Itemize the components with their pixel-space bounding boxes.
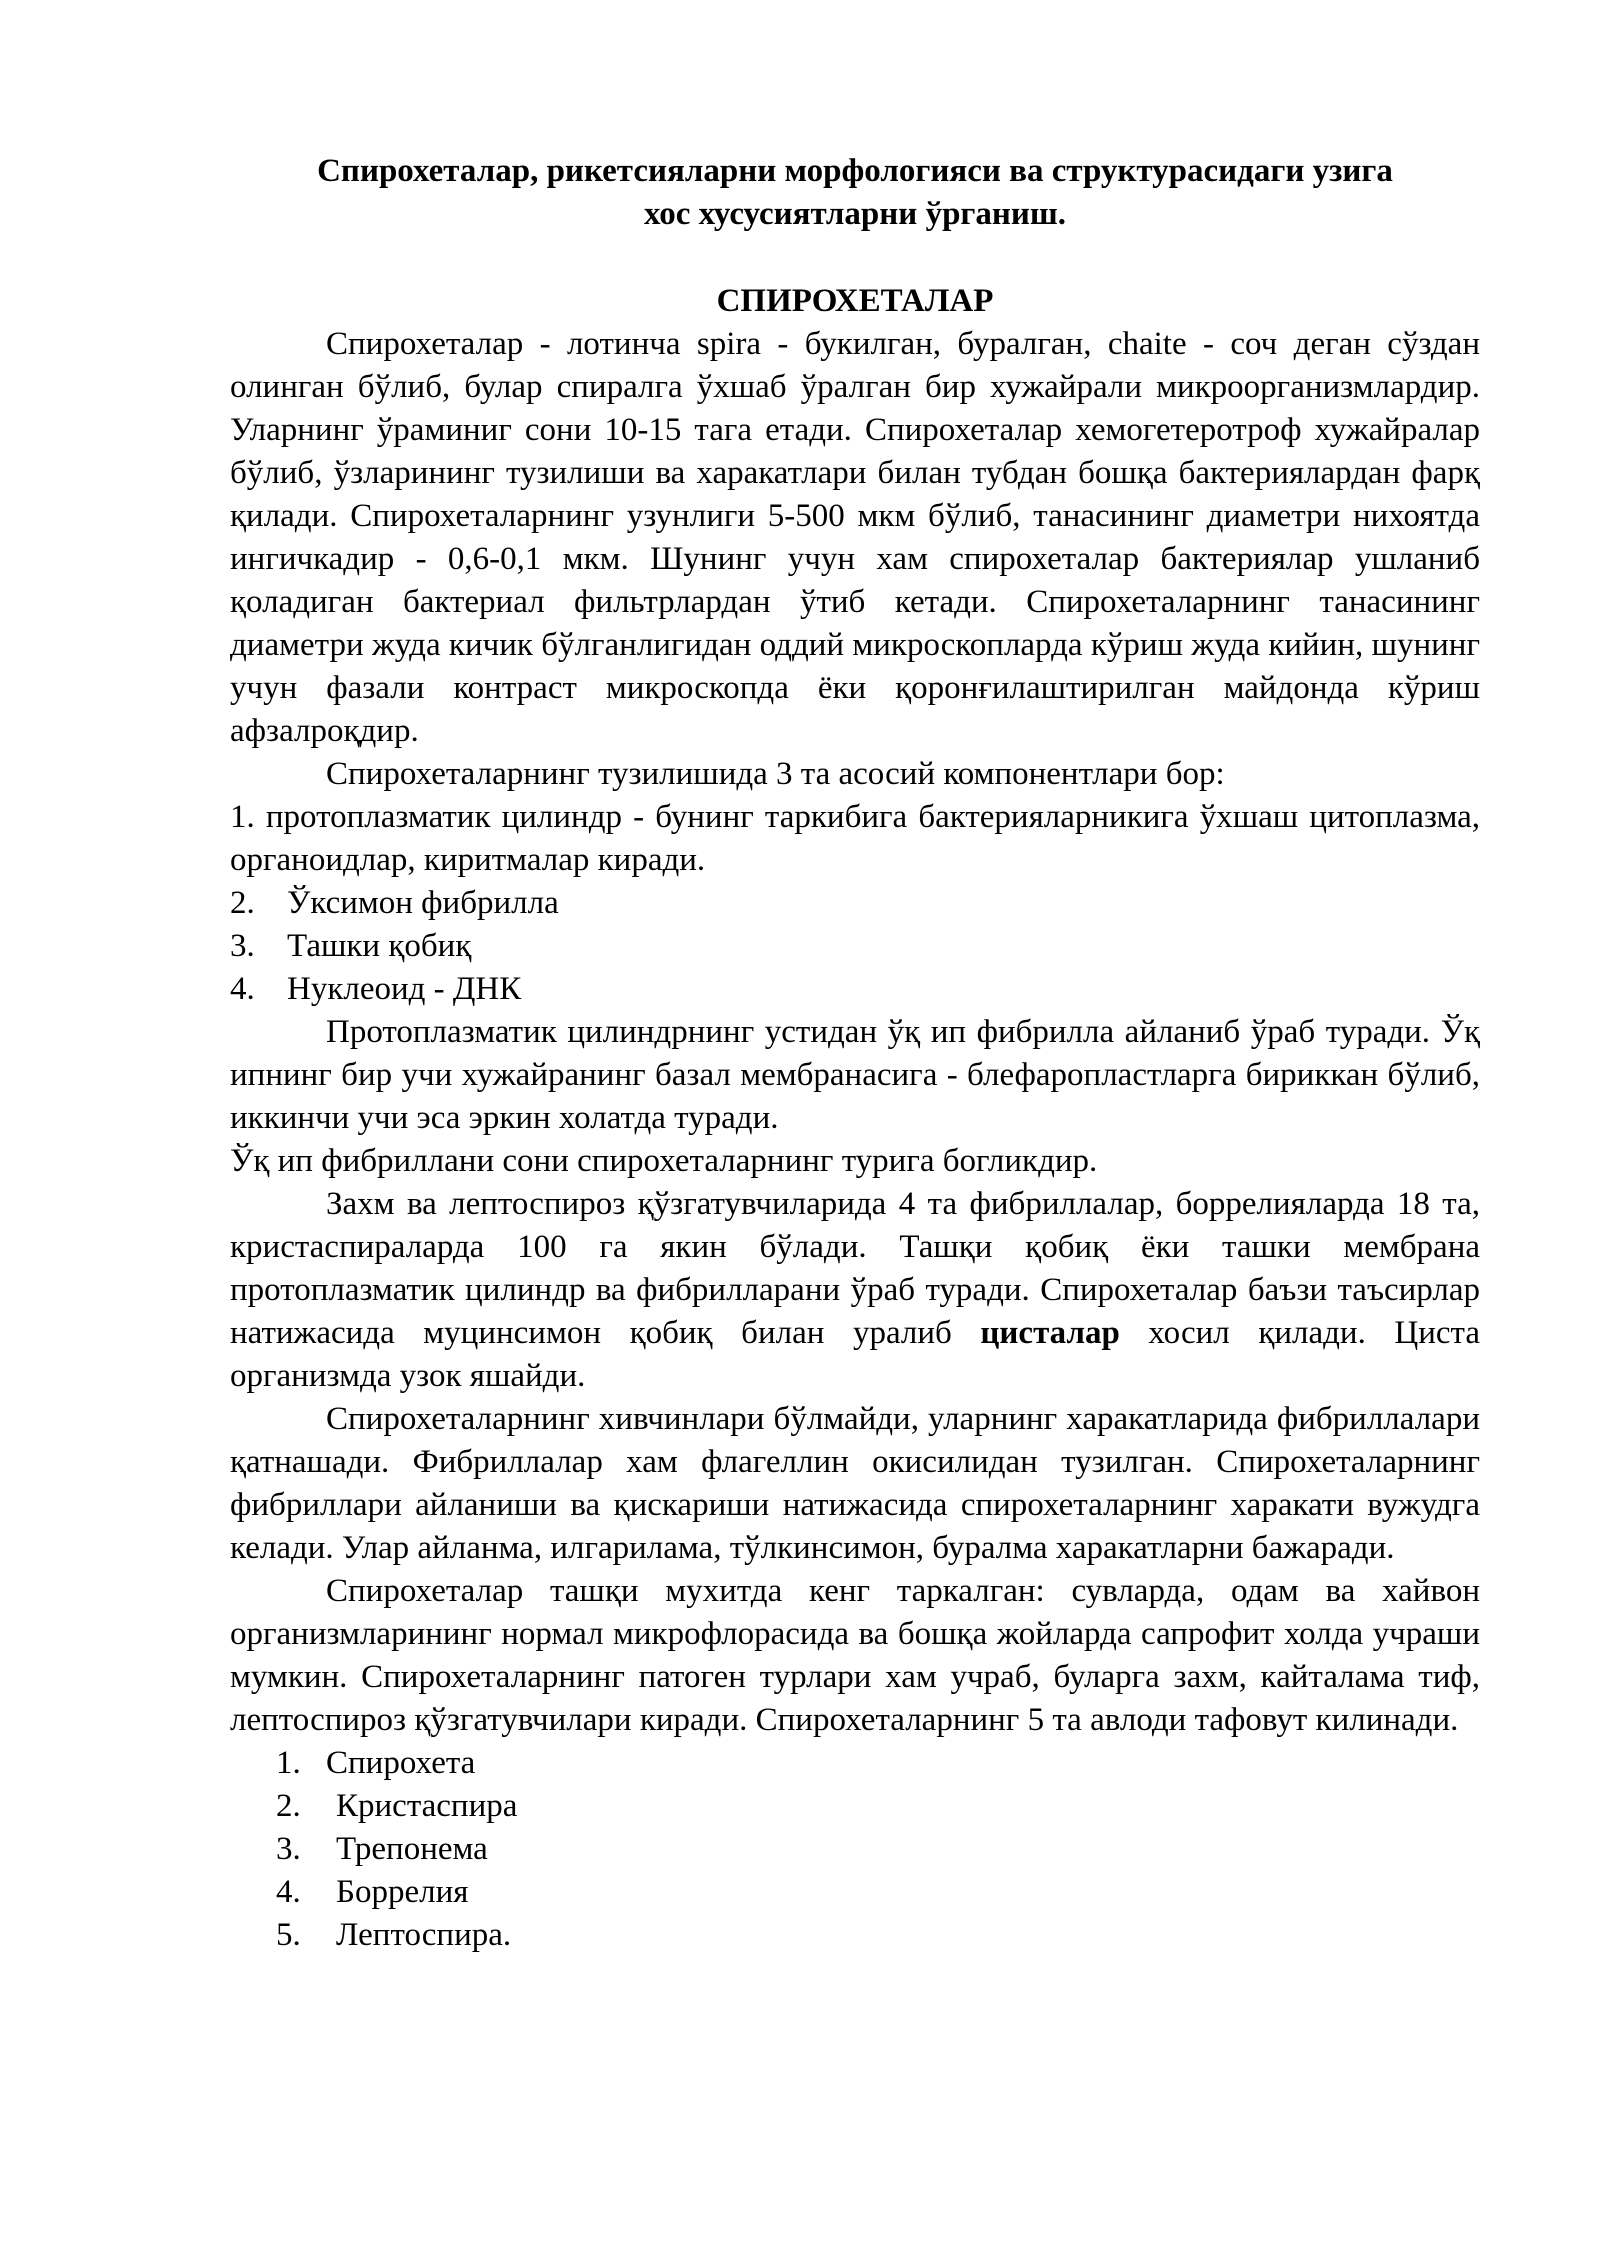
cysts-term: цисталар xyxy=(980,1315,1120,1351)
paragraph-fibrilla: Протоплазматик цилиндрнинг устидан ўқ ип фибрилла айланиб ўраб туради. Ўқ ипнинг бир учи хужайранинг базал мембранасига - блефаропластларга бириккан бўлиб, иккинчи учи эса эркин холатда туради. xyxy=(230,1014,1480,1136)
paragraph-fibrilla-tail: Ўқ ип фибриллани сони спирохеталарнинг турига богликдир. xyxy=(230,1143,1098,1179)
genus-item: 2. Кристаспира xyxy=(276,1788,518,1824)
genus-item: 3. Трепонема xyxy=(276,1831,488,1867)
genus-item: 1. Спирохета xyxy=(276,1745,476,1781)
document-title xyxy=(230,150,1480,236)
component-item-1: 1. протоплазматик цилиндр - бунинг таркибига бактерияларникига ўхшаш цитоплазма, органоидлар, киритмалар киради. xyxy=(230,799,1480,878)
section-heading: СПИРОХЕТАЛАР xyxy=(716,283,994,319)
paragraph-motility: Спирохеталарнинг хивчинлари бўлмайди, уларнинг харакатларида фибриллалари қатнашади. Фибриллалар хам флагеллин окисилидан тузилган. Спирохеталарнинг фибриллари айланиши ва қискариши натижасида спирохеталарнинг харакати вужудга келади. Улар айланма, илгарилама, тўлкинсимон, буралма харакатларни бажаради. xyxy=(230,1401,1480,1566)
genus-item: 5. Лептоспира. xyxy=(276,1917,512,1953)
document-body xyxy=(230,280,1480,1957)
title-line-1: Спирохеталар, рикетсияларни морфологияси ва структурасидаги узига xyxy=(317,153,1393,189)
component-item: 3. Ташки қобиқ xyxy=(230,928,472,964)
component-item: 2. Ўксимон фибрилла xyxy=(230,885,559,921)
genus-item: 4. Боррелия xyxy=(276,1874,469,1910)
paragraph-intro: Спирохеталар - лотинча spira - букилган, буралган, chaite - соч деган сўздан олинган бўлиб, булар спиралга ўхшаб ўралган бир хужайрали микроорганизмлардир. Уларнинг ўраминиг сони 10-15 тага етади. Спирохеталар хемогетеротроф хужайралар бўлиб, ўзларининг тузилиши ва харакатлари билан тубдан бошқа бактериялардан фарқ қилади. Спирохеталарнинг узунлиги 5-500 мкм бўлиб, танасининг диаметри нихоятда ингичкадир - 0,6-0,1 мкм. Шунинг учун хам спирохеталар бактериялар ушланиб қоладиган бактериал фильтрлардан ўтиб кетади. Спирохеталарнинг танасининг диаметри жуда кичик бўлганлигидан оддий микроскопларда кўриш жуда кийин, шунинг учун фазали контраст микроскопда ёки қоронғилаштирилган майдонда кўриш афзалроқдир. xyxy=(230,326,1480,749)
paragraph-habitat: Спирохеталар ташқи мухитда кенг таркалган: сувларда, одам ва хайвон организмларининг нормал микрофлорасида ва бошқа жойларда сапрофит холда учраши мумкин. Спирохеталарнинг патоген турлари хам учраб, буларга захм, кайталама тиф, лептоспироз қўзгатувчилари киради. Спирохеталарнинг 5 та авлоди тафовут килинади. xyxy=(230,1573,1480,1738)
component-item: 4. Нуклеоид - ДНК xyxy=(230,971,522,1007)
paragraph-membrane: Захм ва лептоспироз қўзгатувчиларида 4 та фибриллалар, боррелияларда 18 та, кристаспираларда 100 га якин бўлади. Ташқи қобиқ ёки ташки мембрана протоплазматик цилиндр ва фибрилларани ўраб туради. Спирохеталар баъзи таъсирлар натижасида муцинсимон қобиқ билан уралиб цисталар хосил қилади. Циста организмда узок яшайди. xyxy=(230,1186,1481,1394)
paragraph-components-intro: Спирохеталарнинг тузилишида 3 та асосий компонентлари бор: xyxy=(326,756,1225,792)
title-line-2: хос хусусиятларни ўрганиш. xyxy=(643,196,1067,232)
